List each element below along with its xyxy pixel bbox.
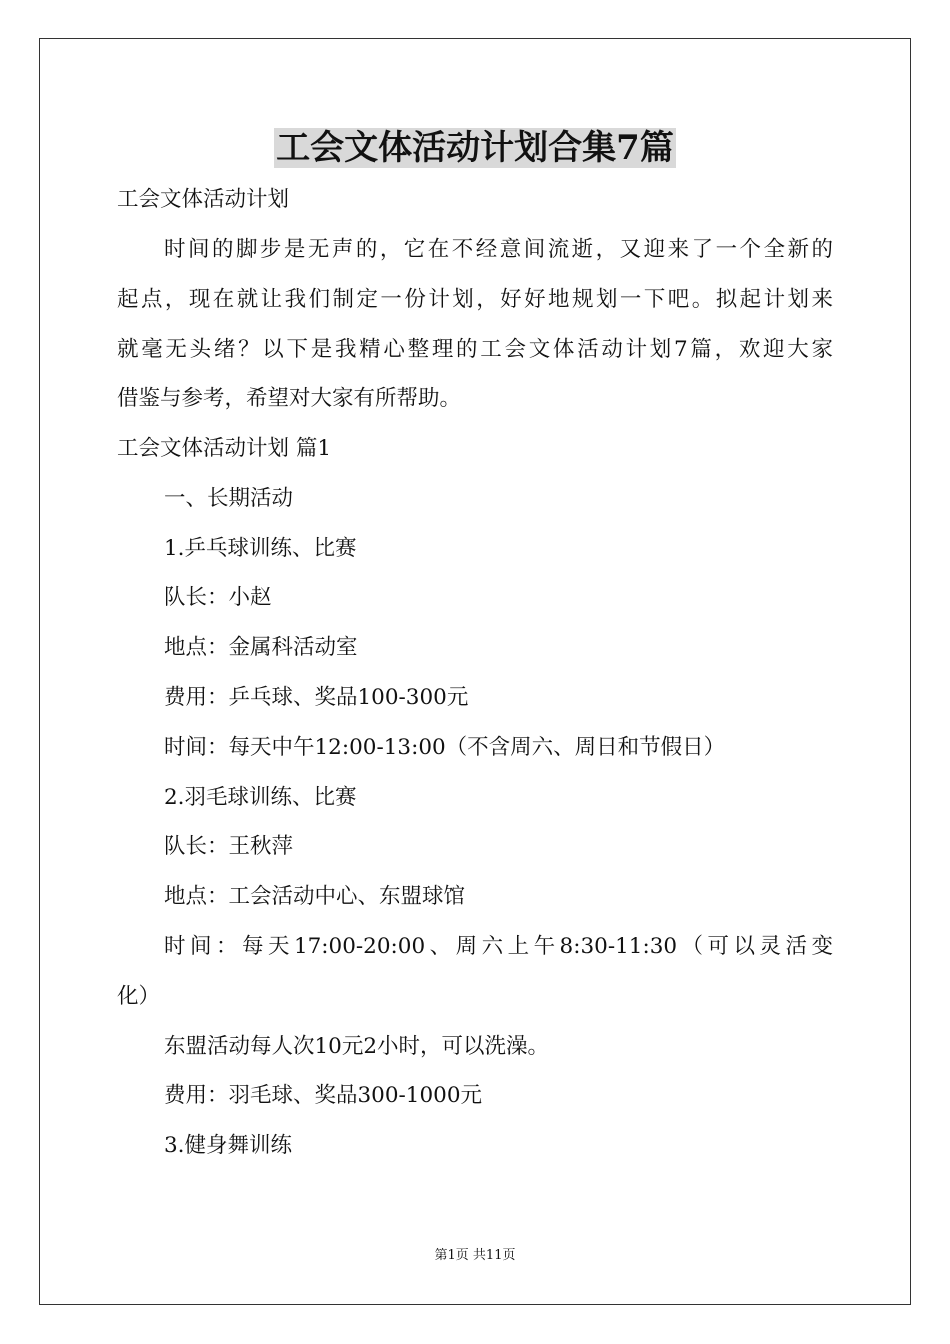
paragraph-line: 地点：工会活动中心、东盟球馆 (164, 884, 466, 909)
paragraph-line: 费用：羽毛球、奖品300-1000元 (164, 1083, 483, 1108)
paragraph-line: 2.羽毛球训练、比赛 (164, 785, 357, 810)
section-heading: 工会文体活动计划 (117, 187, 290, 212)
paragraph-line: 1.乒乓球训练、比赛 (164, 536, 357, 561)
paragraph-line: 队长：小赵 (164, 585, 272, 610)
document-title: 工会文体活动计划合集7篇 (276, 128, 674, 168)
paragraph-line: 一、长期活动 (164, 486, 294, 511)
paragraph-line: 队长：王秋萍 (164, 834, 294, 859)
paragraph-line: 化） (117, 984, 161, 1009)
paragraph-line: 时间：每天中午12:00-13:00（不含周六、周日和节假日） (164, 735, 726, 760)
section-heading: 工会文体活动计划 篇1 (117, 436, 332, 461)
page-footer: 第1页 共11页 (434, 1248, 516, 1263)
paragraph-line: 地点：金属科活动室 (164, 635, 358, 660)
paragraph-line: 时间的脚步是无声的，它在不经意间流逝，又迎来了一个全新的 (164, 237, 833, 262)
paragraph-line: 3.健身舞训练 (164, 1133, 293, 1158)
paragraph-line: 费用：乒乓球、奖品100-300元 (164, 685, 469, 710)
page-border (39, 38, 911, 1305)
paragraph-line: 起点，现在就让我们制定一份计划，好好地规划一下吧。拟起计划来 (117, 287, 833, 312)
paragraph-line: 借鉴与参考，希望对大家有所帮助。 (117, 386, 462, 411)
title-container (0, 128, 950, 168)
paragraph-line: 时间：每天17:00-20:00、周六上午8:30-11:30（可以灵活变 (164, 934, 833, 959)
paragraph-line: 就毫无头绪？以下是我精心整理的工会文体活动计划7篇，欢迎大家 (117, 337, 833, 362)
paragraph-line: 东盟活动每人次10元2小时，可以洗澡。 (164, 1034, 550, 1059)
